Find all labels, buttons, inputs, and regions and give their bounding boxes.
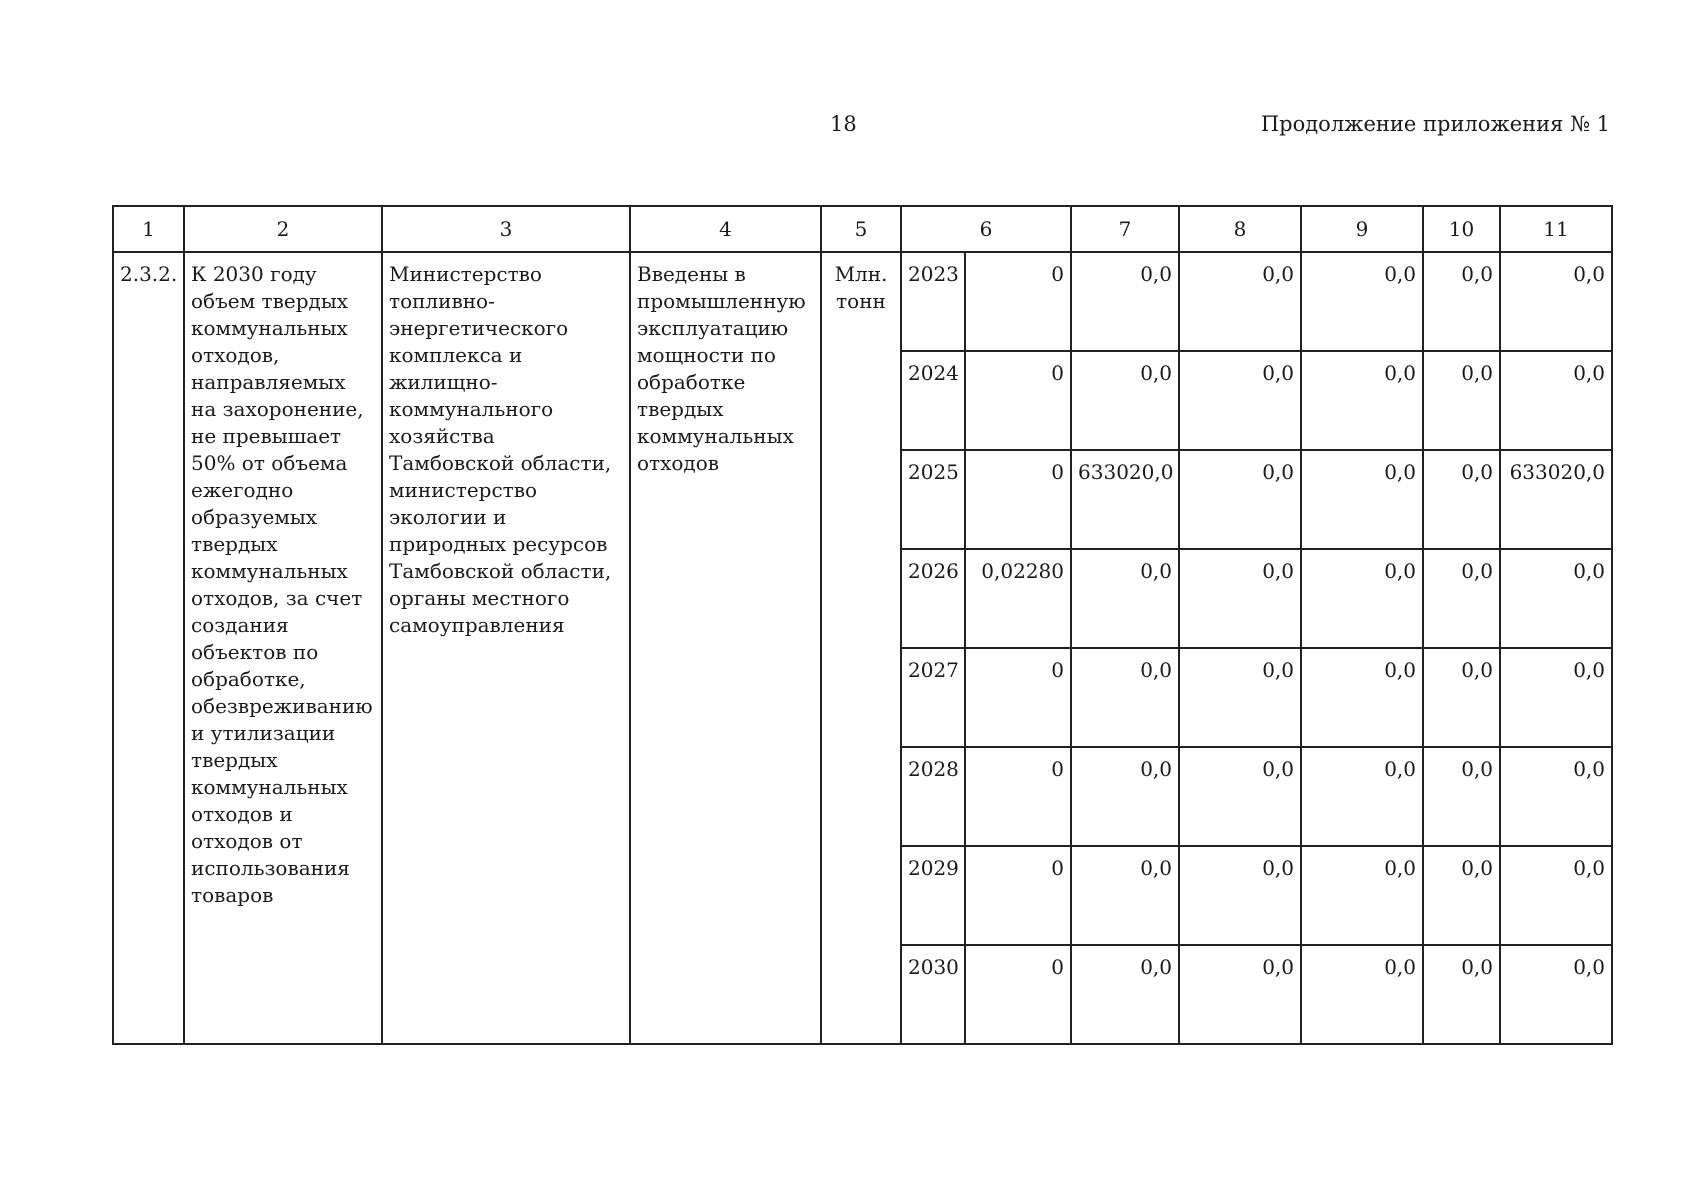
row-responsible: Министерство топливно-энергетического комплекса и жилищно-коммунального хозяйства Тамбовской области, министерство экологии и природных ресурсов Тамбовской области, органы местного самоуправления xyxy=(382,252,630,1044)
value-c11: 0,0 xyxy=(1500,945,1612,1044)
header-cell-7: 7 xyxy=(1071,206,1179,252)
year-cell: 2026 xyxy=(901,549,965,648)
value-c8: 0,0 xyxy=(1179,846,1301,945)
value-c9: 0,0 xyxy=(1301,252,1423,351)
header-cell-8: 8 xyxy=(1179,206,1301,252)
value-c9: 0,0 xyxy=(1301,747,1423,846)
value-c6: 0 xyxy=(965,945,1071,1044)
year-cell: 2030 xyxy=(901,945,965,1044)
row-description: К 2030 году объем твердых коммунальных отходов, направляемых на захоронение, не превышает 50% от объема ежегодно образуемых твердых коммунальных отходов, за счет создания объектов по обработке, обезвреживанию и утилизации твердых коммунальных отходов и отходов от использования товаров xyxy=(184,252,382,1044)
header-cell-1: 1 xyxy=(113,206,184,252)
value-c9: 0,0 xyxy=(1301,648,1423,747)
value-c11: 0,0 xyxy=(1500,846,1612,945)
value-c7: 0,0 xyxy=(1071,549,1179,648)
value-c9: 0,0 xyxy=(1301,450,1423,549)
year-cell: 2024 xyxy=(901,351,965,450)
unit-line-1: Млн. xyxy=(834,262,888,286)
year-cell: 2023 xyxy=(901,252,965,351)
table-row xyxy=(113,252,1612,351)
data-table xyxy=(112,205,1613,1045)
value-c10: 0,0 xyxy=(1423,846,1500,945)
value-c8: 0,0 xyxy=(1179,945,1301,1044)
value-c11: 0,0 xyxy=(1500,648,1612,747)
value-c10: 0,0 xyxy=(1423,252,1500,351)
value-c8: 0,0 xyxy=(1179,549,1301,648)
value-c10: 0,0 xyxy=(1423,648,1500,747)
unit-line-2: тонн xyxy=(836,289,886,313)
year-cell: 2027 xyxy=(901,648,965,747)
value-c7: 0,0 xyxy=(1071,648,1179,747)
page-number: 18 xyxy=(830,112,857,136)
value-c7: 0,0 xyxy=(1071,846,1179,945)
value-c8: 0,0 xyxy=(1179,450,1301,549)
value-c8: 0,0 xyxy=(1179,351,1301,450)
value-c7: 0,0 xyxy=(1071,252,1179,351)
header-cell-11: 11 xyxy=(1500,206,1612,252)
value-c11: 633020,0 xyxy=(1500,450,1612,549)
value-c9: 0,0 xyxy=(1301,351,1423,450)
value-c6: 0 xyxy=(965,252,1071,351)
value-c9: 0,0 xyxy=(1301,945,1423,1044)
value-c10: 0,0 xyxy=(1423,549,1500,648)
header-row xyxy=(113,206,1612,252)
value-c7: 0,0 xyxy=(1071,747,1179,846)
value-c6: 0 xyxy=(965,450,1071,549)
value-c6: 0 xyxy=(965,846,1071,945)
row-result: Введены в промышленную эксплуатацию мощности по обработке твердых коммунальных отходов xyxy=(630,252,821,1044)
header-cell-4: 4 xyxy=(630,206,821,252)
value-c6: 0,02280 xyxy=(965,549,1071,648)
value-c9: 0,0 xyxy=(1301,549,1423,648)
header-cell-2: 2 xyxy=(184,206,382,252)
header-cell-5: 5 xyxy=(821,206,901,252)
header-cell-6: 6 xyxy=(901,206,1071,252)
value-c7: 0,0 xyxy=(1071,945,1179,1044)
value-c10: 0,0 xyxy=(1423,747,1500,846)
year-cell: 2029 xyxy=(901,846,965,945)
value-c10: 0,0 xyxy=(1423,351,1500,450)
value-c8: 0,0 xyxy=(1179,648,1301,747)
header-cell-9: 9 xyxy=(1301,206,1423,252)
value-c6: 0 xyxy=(965,351,1071,450)
value-c8: 0,0 xyxy=(1179,252,1301,351)
continuation-note: Продолжение приложения № 1 xyxy=(1260,112,1610,136)
row-unit xyxy=(821,252,901,1044)
value-c11: 0,0 xyxy=(1500,351,1612,450)
row-code: 2.3.2. xyxy=(113,252,184,1044)
value-c10: 0,0 xyxy=(1423,450,1500,549)
header-cell-10: 10 xyxy=(1423,206,1500,252)
value-c11: 0,0 xyxy=(1500,747,1612,846)
value-c11: 0,0 xyxy=(1500,252,1612,351)
value-c10: 0,0 xyxy=(1423,945,1500,1044)
value-c11: 0,0 xyxy=(1500,549,1612,648)
value-c6: 0 xyxy=(965,747,1071,846)
value-c7: 633020,0 xyxy=(1071,450,1179,549)
value-c9: 0,0 xyxy=(1301,846,1423,945)
header-cell-3: 3 xyxy=(382,206,630,252)
value-c6: 0 xyxy=(965,648,1071,747)
value-c8: 0,0 xyxy=(1179,747,1301,846)
value-c7: 0,0 xyxy=(1071,351,1179,450)
year-cell: 2025 xyxy=(901,450,965,549)
year-cell: 2028 xyxy=(901,747,965,846)
